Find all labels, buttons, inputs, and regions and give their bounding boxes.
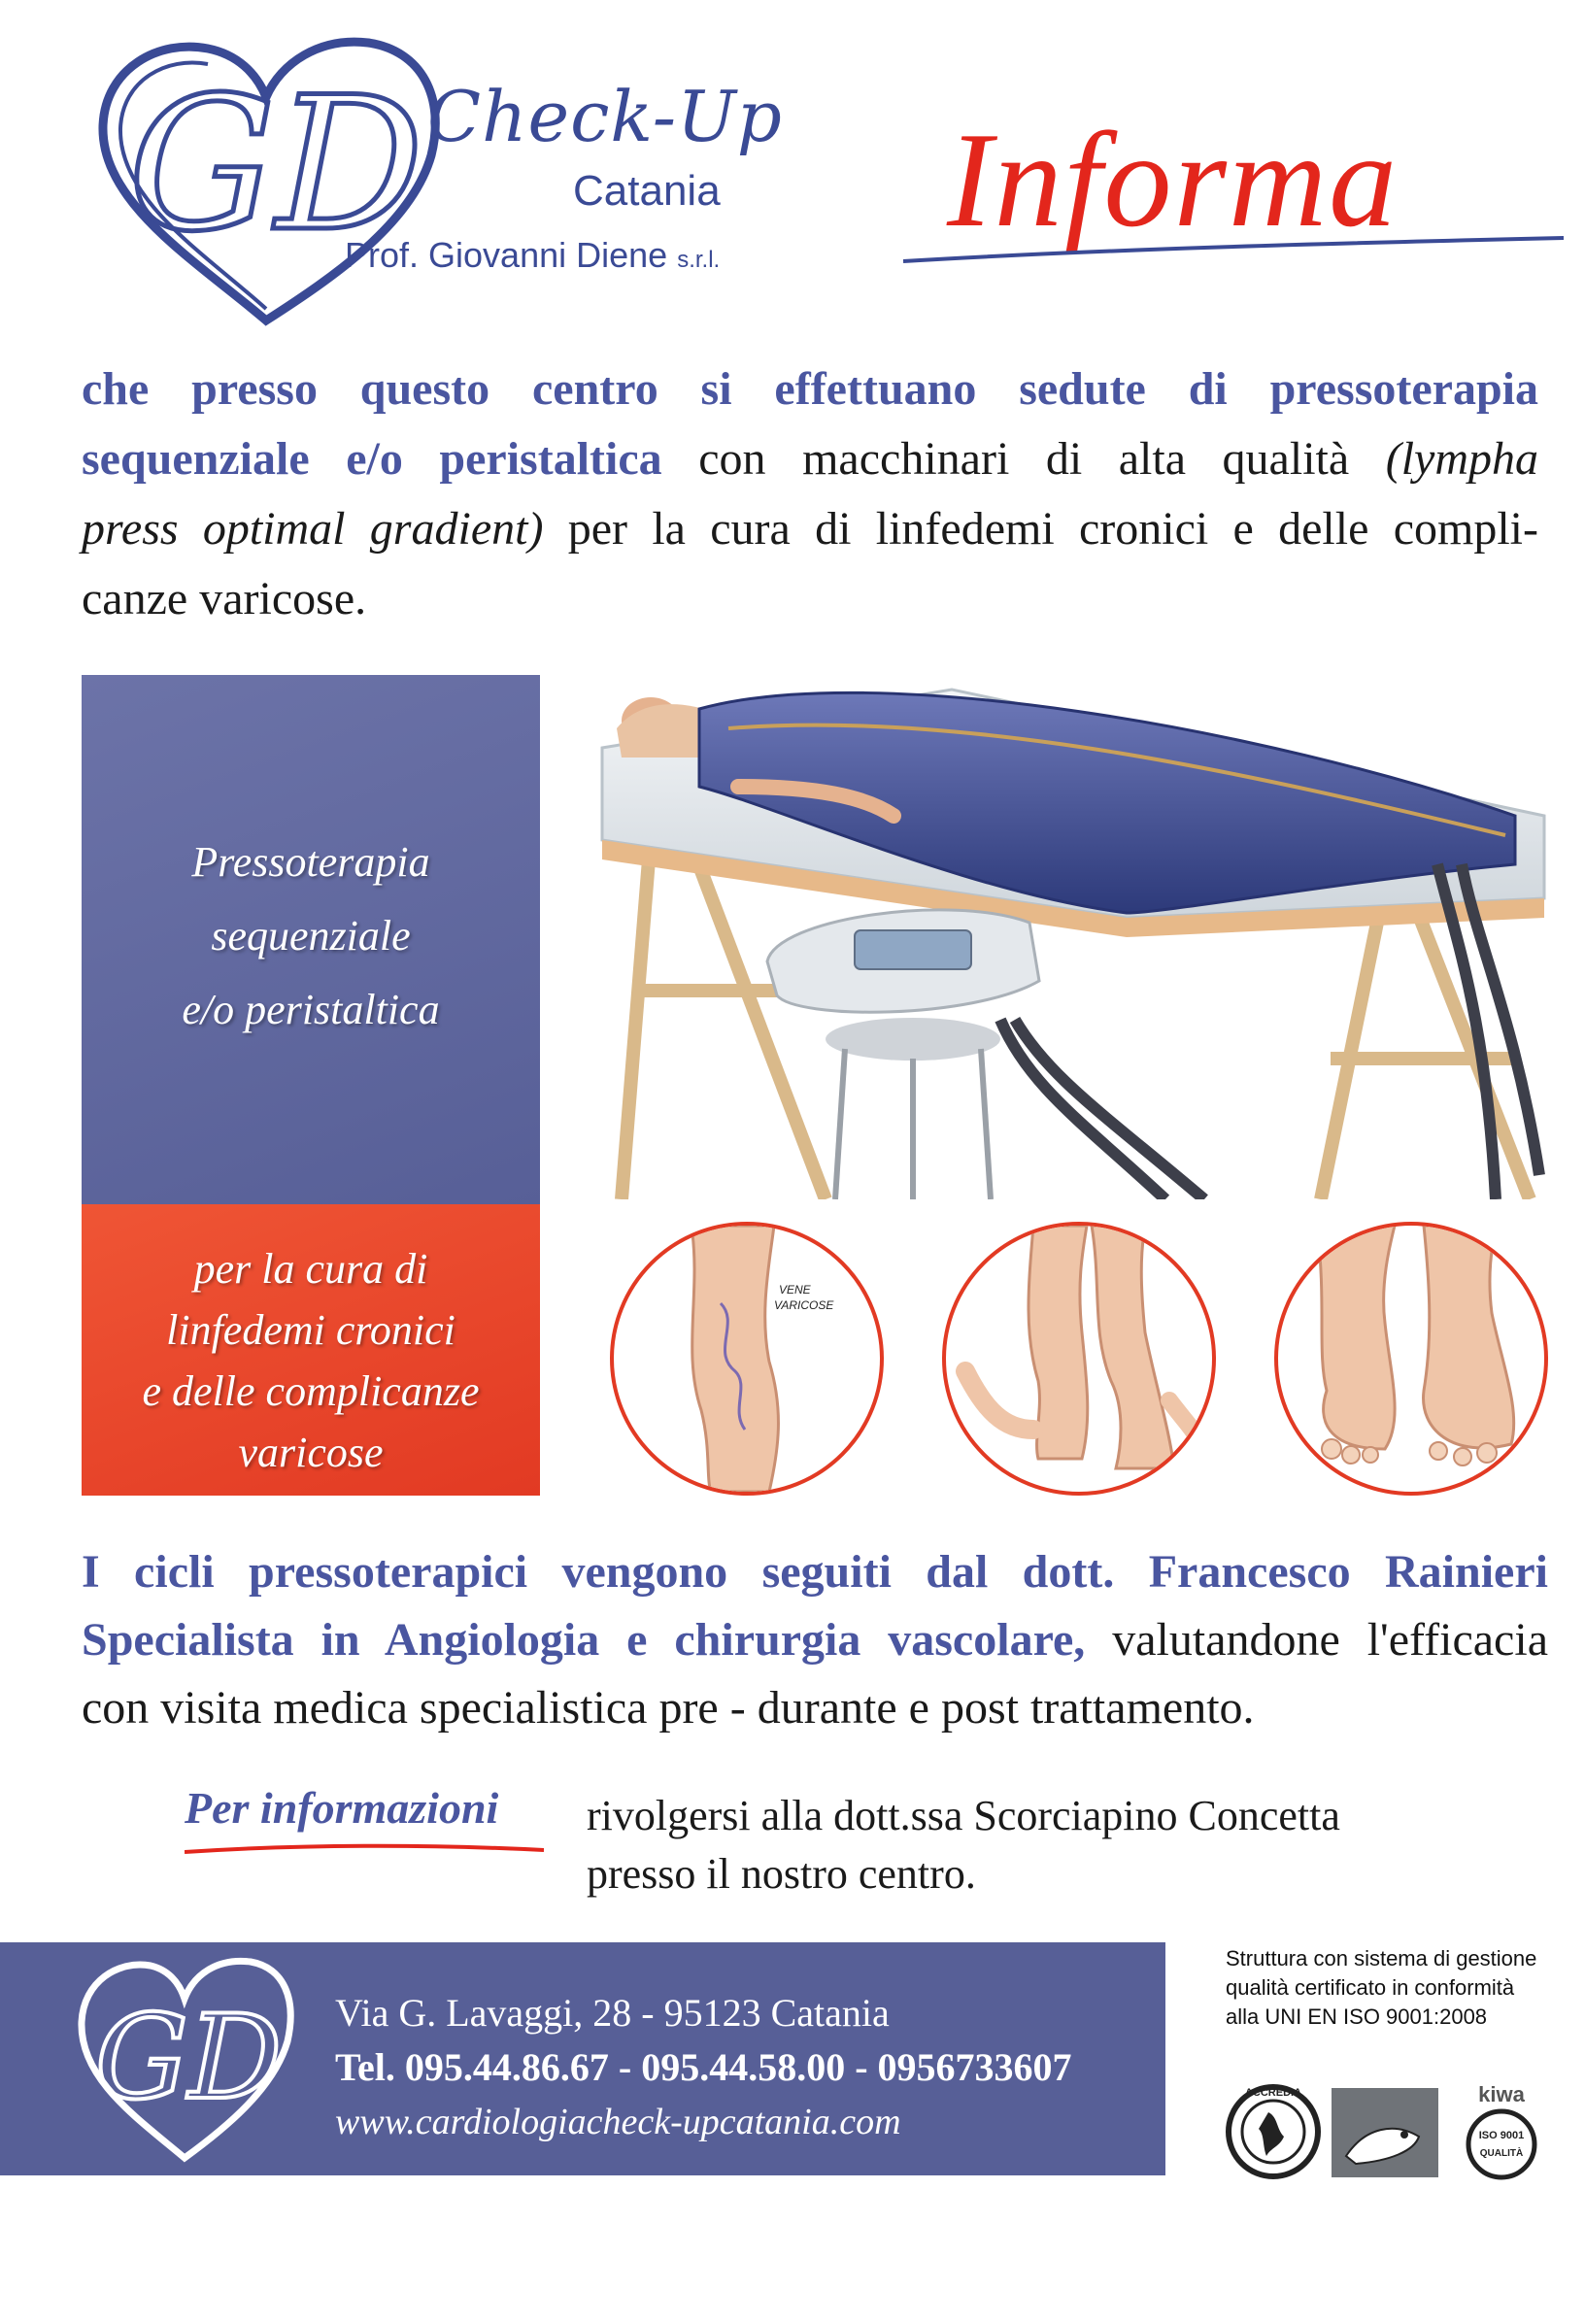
certification-text — [1226, 1944, 1556, 2032]
headline-underline — [903, 228, 1564, 267]
cert-line-1: Struttura con sistema di gestione — [1226, 1946, 1537, 1970]
intro-line-2 — [82, 424, 1538, 494]
headline-informa: Informa — [947, 105, 1400, 255]
swollen-feet-icon — [1278, 1226, 1544, 1492]
vene-label: VENE — [779, 1283, 811, 1297]
info-line-1: rivolgersi alla dott.ssa Scorciapino Concetta — [587, 1792, 1340, 1839]
info-label: Per informazioni — [185, 1783, 499, 1833]
mid-line-3: con visita medica specialistica pre - durante e post trattamento. — [82, 1682, 1255, 1734]
mid-text: valutandone l'efficacia — [1085, 1614, 1548, 1666]
intro-paragraph — [82, 354, 1538, 634]
accredia-seal-icon — [1229, 2087, 1318, 2176]
footer-phone: Tel. 095.44.86.67 - 095.44.58.00 - 0956733607 — [335, 2045, 1072, 2089]
footer-logo-letters: GD — [95, 1991, 283, 2126]
banner-blue-line-3: e/o peristaltica — [182, 986, 440, 1033]
varicose-label: VARICOSE — [774, 1298, 834, 1312]
legs-varicose-icon — [614, 1226, 880, 1492]
logo-letters: GD — [128, 57, 424, 272]
owner-suffix: s.r.l. — [677, 247, 721, 273]
intro-line-3 — [82, 494, 1538, 564]
intro-italic-2: press optimal gradient) — [82, 503, 544, 555]
intro-italic: (lympha — [1385, 433, 1539, 485]
brand-owner — [345, 235, 720, 276]
banner-blue-line-1: Pressoterapia — [191, 838, 430, 886]
footer-contact — [335, 1986, 1072, 2149]
heart-logo-icon — [82, 29, 451, 330]
iso-label: ISO 9001 — [1478, 2130, 1525, 2141]
beaver-logo-icon — [1332, 2088, 1438, 2177]
intro-line-4: canze varicose. — [82, 573, 367, 624]
info-text — [587, 1787, 1340, 1903]
banner-pressoterapia — [82, 675, 540, 1204]
qualita-label: QUALITÀ — [1479, 2148, 1524, 2159]
mid-line-1: I cicli pressoterapici vengono seguiti dal dott. Francesco Rainieri — [82, 1546, 1548, 1598]
kiwa-iso-seal-icon — [1468, 2082, 1534, 2177]
mid-highlight: Specialista in Angiologia e chirurgia vascolare, — [82, 1614, 1086, 1666]
intro-highlight: sequenziale e/o peristaltica — [82, 433, 662, 485]
kiwa-label: kiwa — [1478, 2082, 1525, 2106]
footer-website[interactable]: www.cardiologiacheck-upcatania.com — [335, 2102, 901, 2142]
banner-cura — [82, 1204, 540, 1496]
brand-checkup: Check-Up — [427, 76, 783, 157]
banner-blue-line-2: sequenziale — [211, 912, 411, 960]
info-line-2: presso il nostro centro. — [587, 1850, 976, 1898]
intro-line-1: che presso questo centro si effettuano sedute di pressoterapia — [82, 363, 1538, 415]
certification-logos — [1220, 2078, 1560, 2185]
intro-text-2: per la cura di linfedemi cronici e delle compli- — [543, 503, 1538, 555]
cert-line-2: qualità certificato in conformità — [1226, 1975, 1515, 2000]
mid-line-2 — [82, 1606, 1548, 1674]
illustration-swollen-feet — [1274, 1222, 1548, 1496]
heart-logo-footer-icon — [68, 1952, 301, 2166]
swollen-legs-icon — [946, 1226, 1212, 1492]
illustration-varicose-veins — [610, 1222, 884, 1496]
footer-address: Via G. Lavaggi, 28 - 95123 Catania — [335, 1991, 890, 2035]
cert-line-3: alla UNI EN ISO 9001:2008 — [1226, 2004, 1488, 2029]
brand-city: Catania — [573, 167, 721, 215]
banner-red-line-4: varicose — [238, 1429, 384, 1476]
pressotherapy-photo — [583, 670, 1554, 1199]
illustration-swollen-leg — [942, 1222, 1216, 1496]
banner-red-line-1: per la cura di — [193, 1245, 428, 1293]
info-underline — [185, 1840, 544, 1860]
owner-name: Prof. Giovanni Diene — [345, 235, 668, 275]
banner-red-line-2: linfedemi cronici — [166, 1306, 455, 1354]
specialist-paragraph — [82, 1538, 1548, 1742]
banner-red-line-3: e delle complicanze — [142, 1367, 480, 1415]
intro-text: con macchinari di alta qualità — [661, 433, 1386, 485]
accredia-label: ACCREDIA — [1244, 2087, 1302, 2099]
